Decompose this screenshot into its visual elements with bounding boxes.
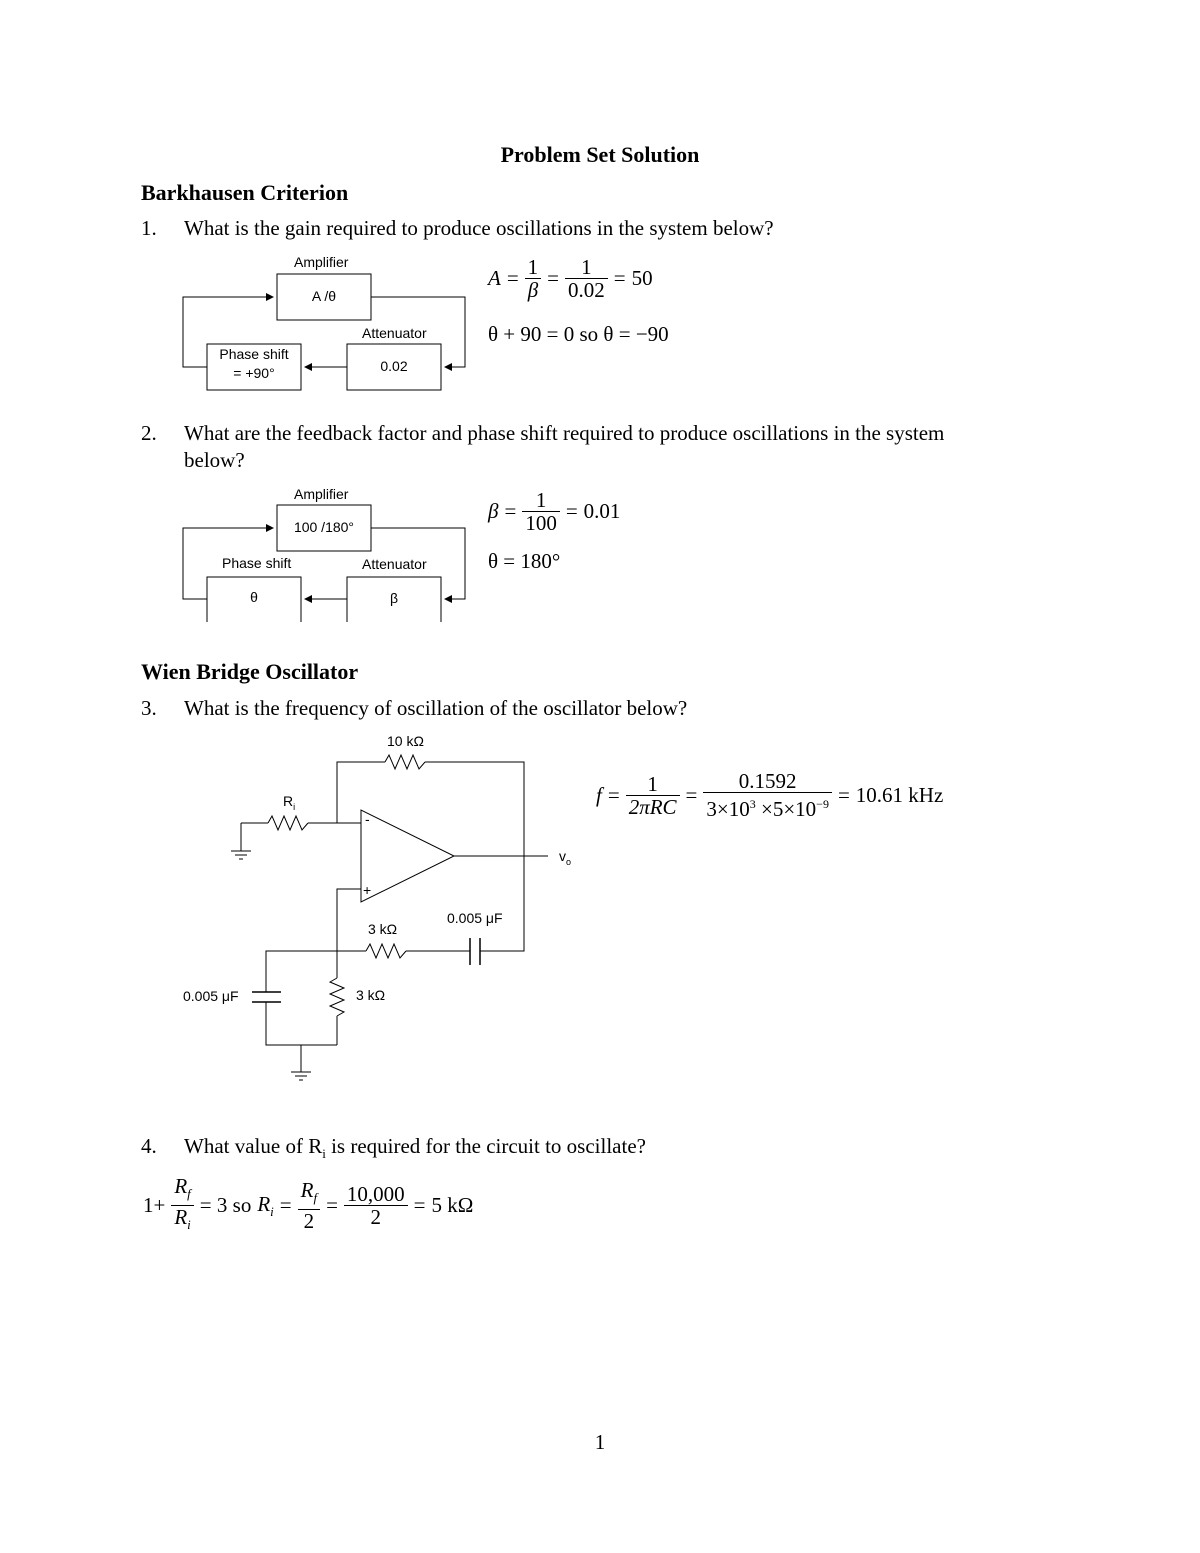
series-capacitor-label: 0.005 μF <box>447 910 503 926</box>
a1-frac1-num: 1 <box>525 256 542 279</box>
section-heading-barkhausen: Barkhausen Criterion <box>141 180 349 205</box>
a4-lhs: $R_i$ <box>257 1191 274 1219</box>
plus-terminal-label: + <box>363 882 372 898</box>
a2-lhs: β <box>488 499 499 523</box>
answer-1-phase: θ + 90 = 0 so θ = −90 <box>488 322 669 346</box>
answer-4-equation: 1+ $\frac{R_f}{R_i}$ = 3 so $R_i$ = $\frac{R_f}{2}$ = $\frac{10,000}{2}$ = 5 kΩ <box>143 1175 473 1236</box>
series-resistor-label: 3 kΩ <box>368 921 398 937</box>
phase-shift-value-2: θ <box>250 589 258 605</box>
page-number: 1 <box>594 1430 606 1454</box>
ri-label: $R_i$ <box>283 793 296 812</box>
question-text-2-line2: below? <box>184 448 245 472</box>
a1-frac2-num: 1 <box>565 256 608 279</box>
resistor-shunt <box>330 978 344 1016</box>
a4-frac1-num: $R_f$ <box>171 1175 193 1206</box>
output-label: $v_o$ <box>559 848 572 867</box>
question-text-1: What is the gain required to produce oscillations in the system below? <box>184 216 774 240</box>
a1-frac1-den: β <box>527 278 539 302</box>
phase-shift-value-1: = +90° <box>233 365 275 381</box>
page-title: Problem Set Solution <box>500 142 700 167</box>
a3-frac1-den: 2πRC <box>628 794 677 819</box>
answer-2-equation: β = $\frac{1}{100}$ = 0.01 <box>488 488 621 535</box>
a1-frac2-den: 0.02 <box>568 278 605 302</box>
a2-frac-den: 100 <box>525 511 557 535</box>
question-text-2-line1: What are the feedback factor and phase shift required to produce oscillations in the system <box>184 421 945 445</box>
question-number-4: 4. <box>141 1134 157 1158</box>
a1-lhs: A <box>488 266 501 290</box>
a4-frac1-den: $R_i$ <box>174 1205 191 1233</box>
amplifier-value-1: A /θ <box>311 288 337 304</box>
amplifier-label-2: Amplifier <box>294 486 349 502</box>
minus-terminal-label: - <box>365 811 370 827</box>
question-number-2: 2. <box>141 421 157 445</box>
resistor-ri <box>268 816 308 830</box>
attenuator-label-1: Attenuator <box>362 325 427 341</box>
a4-frac2-num: $R_f$ <box>298 1179 320 1210</box>
answer-1-equation: A = $\frac{1}{\beta}$ = $\frac{1}{0.02}$ = 50 <box>488 255 653 302</box>
question-number-1: 1. <box>141 216 157 240</box>
a4-frac3-num: 10,000 <box>344 1183 408 1206</box>
answer-2-phase: θ = 180° <box>488 549 561 573</box>
a2-frac-num: 1 <box>522 489 560 512</box>
op-amp-triangle <box>361 810 454 902</box>
a4-result: 5 kΩ <box>431 1193 474 1218</box>
resistor-rf <box>385 755 425 769</box>
a4-frac2-den: 2 <box>303 1209 315 1234</box>
phase-shift-label-1: Phase shift <box>219 346 289 362</box>
answer-3-equation: f = $\frac{1}{\text{2πRC}}$ = $\frac{0.1592}{3\times 10^3 \times 5\times 10^{-9}}$ = 10.61 kHz <box>596 769 944 821</box>
a3-frac2-den: $3\times 10^3 \times 5\times 10^{-9}$ <box>706 797 829 821</box>
a4-lead: 1+ <box>143 1193 166 1218</box>
resistor-series <box>366 944 406 958</box>
section-heading-wien: Wien Bridge Oscillator <box>141 659 359 684</box>
shunt-resistor-label: 3 kΩ <box>356 987 386 1003</box>
a4-mid: = 3 so <box>199 1193 252 1218</box>
question-text-3: What is the frequency of oscillation of the oscillator below? <box>184 696 688 720</box>
a2-result: 0.01 <box>583 499 621 523</box>
attenuator-label-2: Attenuator <box>362 556 427 572</box>
a4-frac3-den: 2 <box>370 1205 382 1230</box>
question-text-4: What value of $R_i$ is required for the circuit to oscillate? <box>184 1134 646 1162</box>
attenuator-value-2: β <box>389 590 399 606</box>
a3-result: 10.61 kHz <box>855 782 944 807</box>
question-number-3: 3. <box>141 696 157 720</box>
a1-result: 50 <box>631 266 653 290</box>
amplifier-label-1: Amplifier <box>294 254 349 270</box>
amplifier-value-2: 100 /180° <box>293 519 355 535</box>
attenuator-value-1: 0.02 <box>380 358 408 374</box>
a3-frac2-num: 0.1592 <box>703 770 832 793</box>
shunt-capacitor-label: 0.005 μF <box>183 988 239 1004</box>
a3-lhs: f <box>596 782 602 807</box>
a3-frac1-num: 1 <box>626 773 680 796</box>
rf-label: 10 kΩ <box>387 733 424 749</box>
phase-shift-label-2: Phase shift <box>222 555 292 571</box>
